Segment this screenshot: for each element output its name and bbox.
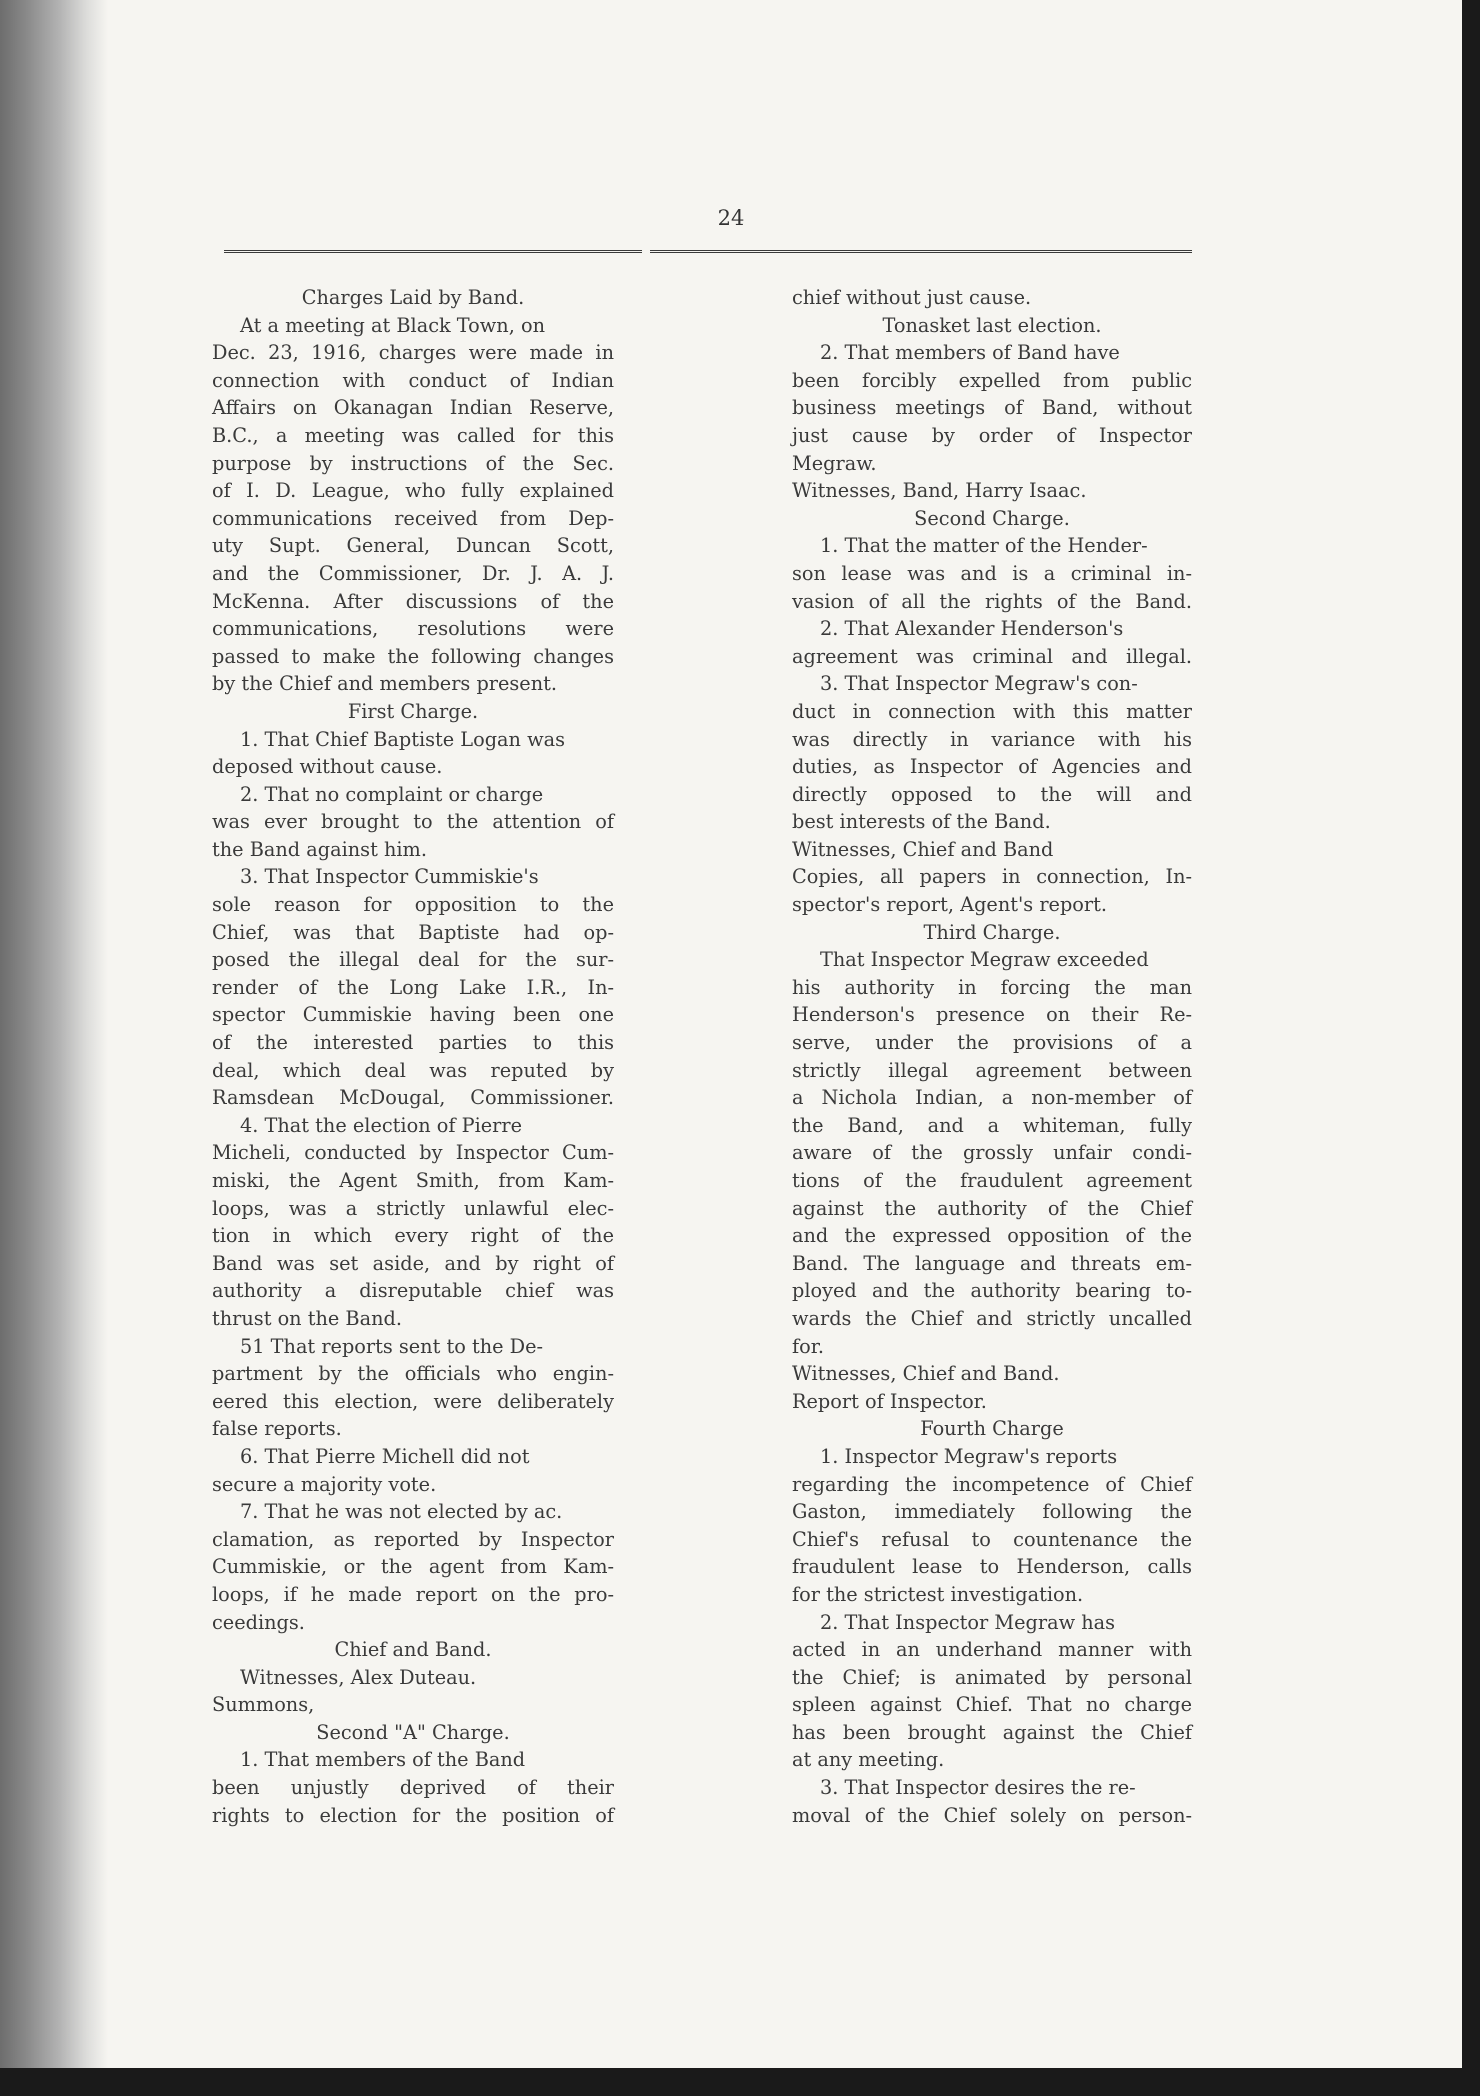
section-heading: Third Charge. — [923, 920, 1061, 944]
text-line: at any meeting. — [792, 1748, 945, 1772]
text-line: 6. That Pierre Michell did not — [240, 1444, 530, 1468]
text-line: wards the Chief and strictly uncalled — [792, 1306, 1192, 1330]
text-line: Micheli, conducted by Inspector Cum- — [212, 1141, 614, 1165]
text-line: against the authority of the Chief — [792, 1196, 1192, 1220]
page-number: 24 — [717, 206, 745, 230]
text-line: for the strictest investigation. — [792, 1582, 1084, 1606]
text-line: chief without just cause. — [792, 286, 1032, 309]
text-line: for. — [792, 1334, 824, 1358]
text-line: Chief's refusal to countenance the — [792, 1527, 1192, 1551]
text-line: moval of the Chief solely on person- — [792, 1803, 1192, 1827]
text-line: 1. That Chief Baptiste Logan was — [240, 727, 565, 751]
text-line: loops, was a strictly unlawful elec- — [212, 1196, 614, 1220]
text-line: serve, under the provisions of a — [792, 1031, 1192, 1055]
text-line: Copies, all papers in connection, In- — [792, 865, 1192, 889]
text-line: authority a disreputable chief was — [212, 1279, 614, 1303]
text-line: deal, which deal was reputed by — [212, 1058, 614, 1082]
text-line: deposed without cause. — [212, 755, 443, 779]
text-line: vasion of all the rights of the Band. — [792, 589, 1192, 613]
text-line: 2. That no complaint or charge — [240, 782, 544, 806]
text-line: has been brought against the Chief — [792, 1720, 1192, 1744]
text-line: of I. D. League, who fully explained — [212, 479, 614, 503]
scan-border-right — [1462, 0, 1480, 2096]
text-line: Cummiskie, or the agent from Kam- — [212, 1555, 614, 1579]
book-spine-shadow — [0, 0, 108, 2068]
text-line: Witnesses, Chief and Band. — [792, 1362, 1060, 1386]
text-line: 2. That Alexander Henderson's — [820, 617, 1124, 641]
text-line: communications received from Dep- — [212, 506, 614, 530]
text-line: duct in connection with this matter — [792, 699, 1192, 723]
text-line: eered this election, were deliberately — [212, 1389, 614, 1413]
section-heading: Second Charge. — [914, 506, 1070, 530]
right-column — [792, 284, 1192, 1829]
text-line: purpose by instructions of the Sec. — [212, 451, 614, 475]
text-line: loops, if he made report on the pro- — [212, 1582, 614, 1606]
text-line: B.C., a meeting was called for this — [212, 423, 614, 447]
text-line: was ever brought to the attention of — [212, 810, 614, 834]
text-line: his authority in forcing the man — [792, 975, 1192, 999]
text-line: false reports. — [212, 1417, 342, 1441]
text-line: acted in an underhand manner with — [792, 1638, 1192, 1662]
scan-border-bottom — [0, 2068, 1480, 2096]
section-heading: Fourth Charge — [920, 1417, 1064, 1441]
text-line: 3. That Inspector Cummiskie's — [240, 865, 539, 889]
text-line: Band was set aside, and by right of — [212, 1251, 614, 1275]
text-line: duties, as Inspector of Agencies and — [792, 755, 1192, 779]
text-line: 2. That Inspector Megraw has — [820, 1610, 1116, 1634]
text-line: Report of Inspector. — [792, 1389, 987, 1413]
text-line: 51 That reports sent to the De- — [240, 1334, 544, 1358]
text-line: business meetings of Band, without — [792, 396, 1192, 420]
text-line: strictly illegal agreement between — [792, 1058, 1192, 1082]
text-line: Ramsdean McDougal, Commissioner. — [212, 1086, 614, 1110]
section-heading: Second "A" Charge. — [316, 1720, 510, 1744]
header-rule-left — [224, 250, 642, 253]
text-line: Affairs on Okanagan Indian Reserve, — [212, 396, 614, 420]
text-line: a Nichola Indian, a non-member of — [792, 1086, 1192, 1110]
text-line: 2. That members of Band have — [820, 341, 1120, 365]
text-line: partment by the officials who engin- — [212, 1362, 614, 1386]
text-line: miski, the Agent Smith, from Kam- — [212, 1169, 614, 1192]
text-line: just cause by order of Inspector — [792, 423, 1192, 447]
text-line: 4. That the election of Pierre — [240, 1113, 523, 1137]
text-line: tion in which every right of the — [212, 1224, 614, 1248]
header-rule-right — [650, 250, 1192, 253]
text-line: ployed and the authority bearing to- — [792, 1279, 1192, 1303]
text-line: 1. That the matter of the Hender- — [820, 534, 1148, 558]
text-line: Band. The language and threats em- — [792, 1251, 1192, 1275]
text-line: Henderson's presence on their Re- — [792, 1003, 1192, 1027]
text-line: 1. Inspector Megraw's reports — [820, 1444, 1118, 1468]
text-line: passed to make the following changes — [212, 644, 614, 668]
text-line: the Chief; is animated by personal — [792, 1665, 1192, 1689]
text-line: 7. That he was not elected by ac. — [240, 1500, 563, 1524]
text-line: posed the illegal deal for the sur- — [212, 948, 614, 972]
text-line: ceedings. — [212, 1610, 305, 1634]
text-line: rights to election for the position of — [212, 1803, 614, 1827]
left-column — [212, 284, 614, 1829]
text-line: fraudulent lease to Henderson, calls — [792, 1555, 1192, 1579]
text-line: connection with conduct of Indian — [212, 368, 614, 392]
text-line: uty Supt. General, Duncan Scott, — [212, 534, 614, 558]
text-line: secure a majority vote. — [212, 1472, 437, 1496]
text-line: Witnesses, Band, Harry Isaac. — [792, 479, 1087, 503]
text-line: That Inspector Megraw exceeded — [820, 948, 1149, 972]
text-line: and the Commissioner, Dr. J. A. J. — [212, 561, 614, 585]
text-line: 3. That Inspector Megraw's con- — [820, 672, 1138, 696]
text-line: Gaston, immediately following the — [792, 1500, 1192, 1524]
section-heading: Chief and Band. — [334, 1638, 492, 1662]
text-line: McKenna. After discussions of the — [212, 589, 614, 613]
text-line: spector Cummiskie having been one — [212, 1003, 614, 1027]
section-heading: Charges Laid by Band. — [301, 286, 525, 309]
text-line: best interests of the Band. — [792, 810, 1051, 834]
text-line: agreement was criminal and illegal. — [792, 644, 1192, 668]
text-line: Dec. 23, 1916, charges were made in — [212, 341, 614, 365]
text-line: regarding the incompetence of Chief — [792, 1472, 1192, 1496]
text-line: son lease was and is a criminal in- — [792, 561, 1192, 585]
text-line: communications, resolutions were — [212, 617, 614, 641]
text-line: thrust on the Band. — [212, 1306, 402, 1330]
text-line: Chief, was that Baptiste had op- — [212, 920, 614, 944]
text-line: Witnesses, Alex Duteau. — [240, 1665, 477, 1689]
text-line: Witnesses, Chief and Band — [792, 837, 1054, 861]
text-line: spleen against Chief. That no charge — [792, 1693, 1192, 1717]
text-line: the Band, and a whiteman, fully — [792, 1113, 1192, 1137]
text-line: the Band against him. — [212, 837, 427, 861]
text-line: and the expressed opposition of the — [792, 1224, 1192, 1248]
text-line: Megraw. — [792, 451, 877, 475]
text-line: tions of the fraudulent agreement — [792, 1169, 1192, 1192]
text-line: At a meeting at Black Town, on — [240, 313, 545, 337]
text-line: spector's report, Agent's report. — [792, 893, 1107, 917]
text-line: been forcibly expelled from public — [792, 368, 1192, 392]
text-line: Summons, — [212, 1693, 315, 1717]
section-heading: Tonasket last election. — [882, 313, 1102, 337]
text-line: directly opposed to the will and — [792, 782, 1192, 806]
section-heading: First Charge. — [347, 699, 479, 723]
text-line: by the Chief and members present. — [212, 672, 558, 696]
text-line: clamation, as reported by Inspector — [212, 1527, 614, 1551]
text-line: aware of the grossly unfair condi- — [792, 1141, 1192, 1165]
text-line: sole reason for opposition to the — [212, 893, 614, 917]
text-line: of the interested parties to this — [212, 1031, 614, 1055]
text-line: was directly in variance with his — [792, 727, 1192, 751]
text-line: 3. That Inspector desires the re- — [820, 1776, 1136, 1800]
text-line: 1. That members of the Band — [240, 1748, 526, 1772]
text-line: render of the Long Lake I.R., In- — [212, 975, 614, 999]
text-line: been unjustly deprived of their — [212, 1776, 614, 1800]
